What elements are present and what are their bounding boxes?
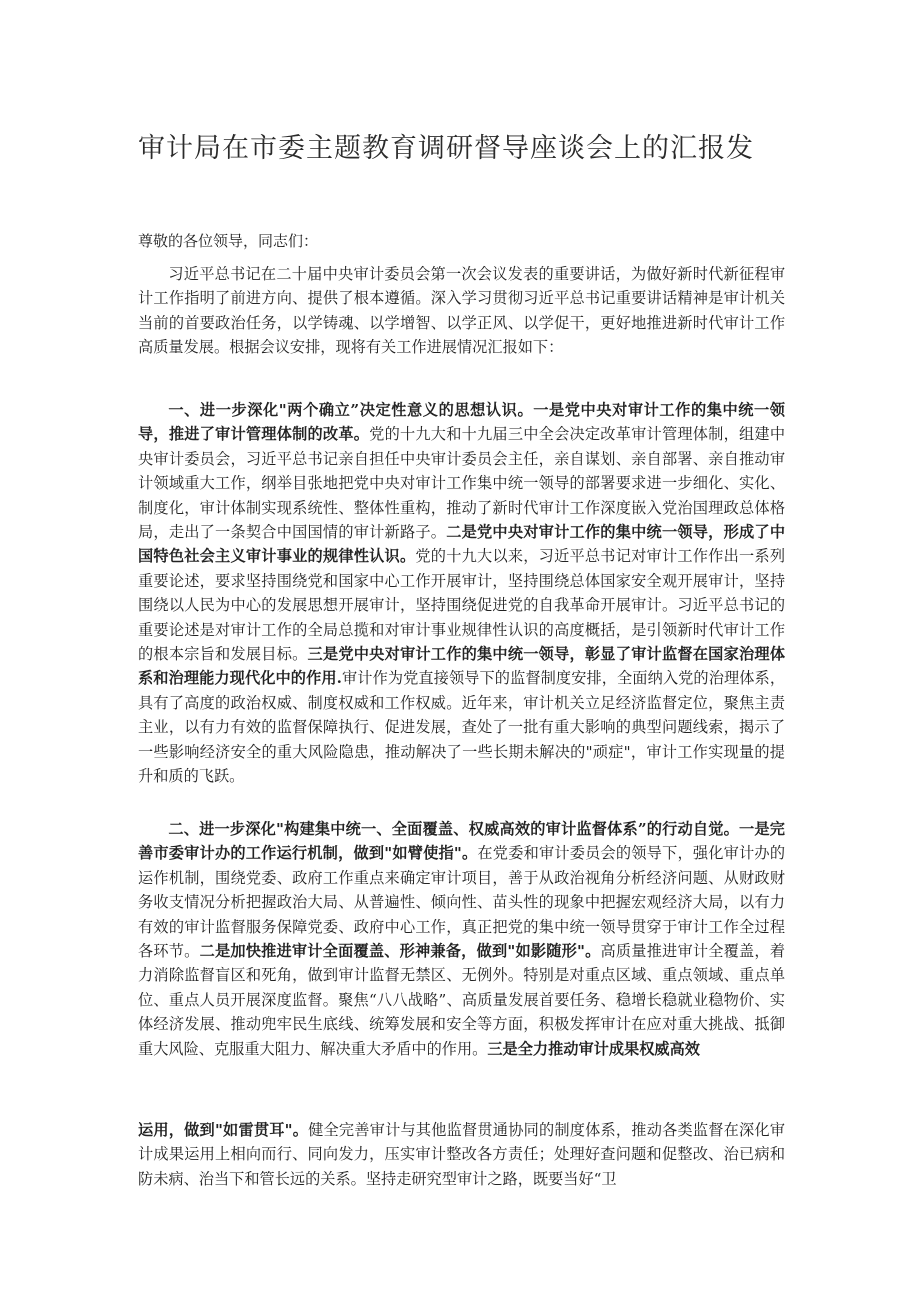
- paragraph-body: 党的十九大以来，习近平总书记对审计工作作出一系列重要论述，要求坚持围绕党和国家中心工作开展审计，坚持围绕总体国家安全观开展审计，坚持围绕以人民为中心的发展思想开展审计，坚持围绕促进党的自我革命开展审计。习近平总书记的重要论述是对审计工作的全局总揽和对审计事业规律性认识的高度概括，是引领新时代审计工作的根本宗旨和发展目标。: [138, 547, 786, 664]
- paragraph-text: [138, 1118, 785, 1191]
- salutation: 尊敬的各位领导，同志们：: [138, 232, 319, 250]
- paragraph-text: [138, 817, 785, 1061]
- paragraph-intro: [138, 262, 785, 360]
- section-point: 二是党中央对审计工作的集中统一领导，形成了中国特色社会主义审计事业的规律性认识。: [138, 523, 786, 566]
- paragraph-body: 在党委和审计委员会的领导下，强化审计办的运作机制，围绕党委、政府工作重点来确定审计项目，善于从政治视角分析经济问题、从财政财务收支情况分析把握政治大局、从普遍性、倾向性、苗头性的现象中把握宏观经济大局，以有力有效的审计监督服务保障党委、政府中心工作，真正把党的集中统一领导贯穿于审计工作全过程各环节。: [138, 844, 786, 961]
- paragraph-body: 党的十九大和十九届三中全会决定改革审计管理体制，组建中央审计委员会，习近平总书记亲自担任中央审计委员会主任，亲自谋划、亲自部署、亲自推动审计领域重大工作，纲举目张地把党中央对审计工作集中统一领导的部署要求进一步细化、实化、制度化，审计体制实现系统性、整体性重构，推动了新时代审计工作深度嵌入党治国理政总体格局，走出了一条契合中国国情的审计新路子。: [138, 425, 786, 542]
- paragraph-section-2: [138, 817, 785, 1061]
- document-title: 审计局在市委主题教育调研督导座谈会上的汇报发: [138, 133, 754, 164]
- paragraph-text: 习近平总书记在二十届中央审计委员会第一次会议发表的重要讲话，为做好新时代新征程审计工作指明了前进方向、提供了根本遵循。深入学习贯彻习近平总书记重要讲话精神是审计机关当前的首要政治任务，以学铸魂、以学增智、以学正风、以学促干，更好地推进新时代审计工作高质量发展。根据会议安排，现将有关工作进展情况汇报如下：: [138, 265, 785, 357]
- paragraph-body: 审计作为党直接领导下的监督制度安排，全面纳入党的治理体系，具有了高度的政治权威、制度权威和工作权威。近年来，审计机关立足经济监督定位，聚焦主责主业，以有力有效的监督保障执行、促进发展，查处了一批有重大影响的典型问题线索，揭示了一些影响经济安全的重大风险隐患，推动解决了一些长期未解决的"顽症"，审计工作实现量的提升和质的飞跃。: [138, 669, 786, 786]
- section-point: 运用，做到"如雷贯耳"。: [138, 1121, 309, 1139]
- section-point: 二是加快推进审计全面覆盖、形神兼备，做到"如影随形"。: [199, 942, 601, 961]
- paragraph-body: 高质量推进审计全覆盖，着力消除监督盲区和死角，做到审计监督无禁区、无例外。特别是对重点区域、重点领域、重点单位、重点人员开展深度监督。聚焦“八八战略”、高质量发展首要任务、稳增长稳就业稳物价、实体经济发展、推动兜牢民生底线、统筹发展和安全等方面，积极发挥审计在应对重大挑战、抵御重大风险、克服重大阻力、解决重大矛盾中的作用。: [138, 942, 786, 1058]
- paragraph-section-1: [138, 398, 785, 789]
- section-point: 三是全力推动审计成果权威高效: [487, 1039, 700, 1058]
- paragraph-text: [138, 398, 785, 789]
- paragraph-continuation: [138, 1118, 785, 1191]
- section-heading: 一、进一步深化"两个确立”决定性意义的思想认识。一是党中央对审计工作的集中统一领导，推进了审计管理体制的改革。: [138, 401, 785, 444]
- paragraph-body: 健全完善审计与其他监督贯通协同的制度体系，推动各类监督在深化审计成果运用上相向而行、同向发力，压实审计整改各方责任；处理好查问题和促整改、治已病和防未病、治当下和管长远的关系。坚持走研究型审计之路，既要当好“卫: [138, 1121, 785, 1188]
- section-heading: 二、进一步深化"构建集中统一、全面覆盖、权威高效的审计监督体系”的行动自觉。一是完善市委审计办的工作运行机制，做到"如臂使指"。: [138, 820, 785, 863]
- section-point: 三是党中央对审计工作的集中统一领导，彰显了审计监督在国家治理体系和治理能力现代化中的作用.: [138, 645, 786, 688]
